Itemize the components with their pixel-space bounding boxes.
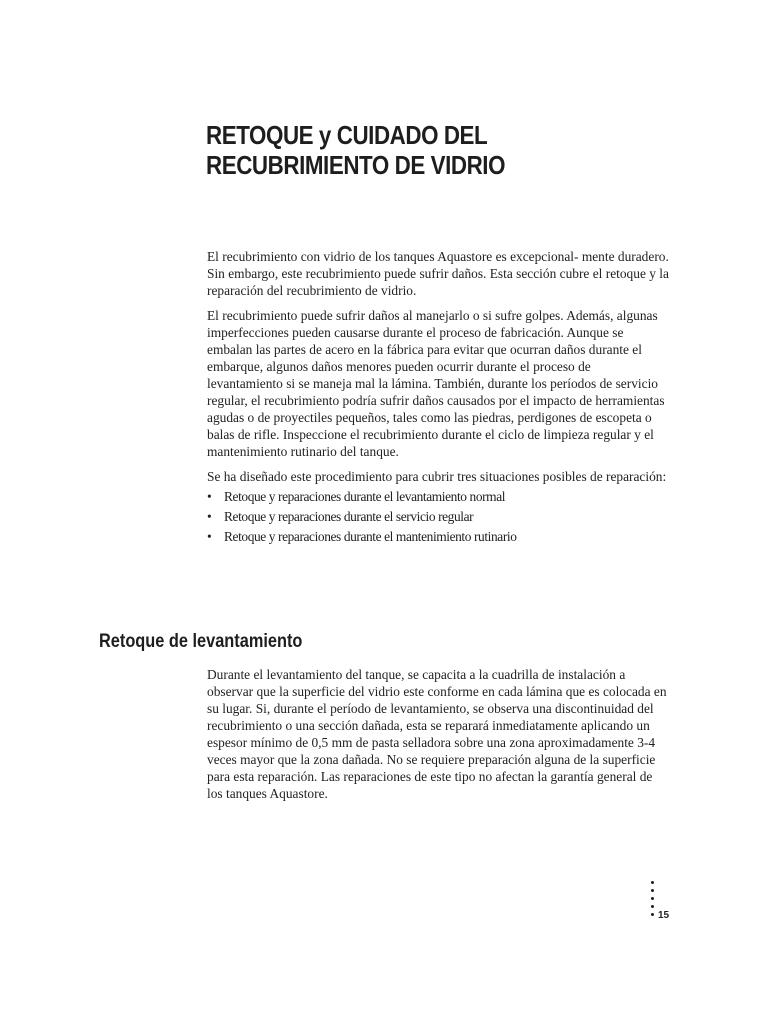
section-body [207, 666, 669, 810]
list-item-text: Retoque y reparaciones durante el levantamiento normal [224, 489, 506, 504]
section-paragraph: Durante el levantamiento del tanque, se capacita a la cuadrilla de instalación a observar que la superficie del vidrio este conforme en cada lámina que es colocada en su lugar. Si, durante el período de levantamiento, se observa una discontinuidad del recubrimiento o una sección dañada, esta se reparará inmediatamente aplicando un espesor mínimo de 0,5 mm de pasta selladora sobre una zona aproximadamente 3-4 veces mayor que la zona dañada. No se requiere preparación alguna de la superficie para esta reparación. Las reparaciones de este tipo no afectan la garantía general de los tanques Aquastore. [207, 667, 667, 801]
page-number: 15 [658, 910, 670, 921]
list-item [207, 487, 669, 507]
title-line-2: RECUBRIMIENTO DE VIDRIO [206, 150, 506, 180]
bullet-icon: • [207, 489, 212, 504]
intro-paragraph-3: Se ha diseñado este procedimiento para cubrir tres situaciones posibles de reparación: [207, 469, 667, 484]
bullet-icon: • [207, 509, 212, 524]
list-item [207, 507, 669, 527]
list-item-text: Retoque y reparaciones durante el mantenimiento rutinario [224, 529, 517, 544]
repair-situations-list [207, 487, 669, 547]
intro-section [207, 248, 669, 547]
page-title [206, 120, 567, 180]
section-heading: Retoque de levantamiento [99, 631, 303, 652]
intro-paragraph-2: El recubrimiento puede sufrir daños al manejarlo o si sufre golpes. Además, algunas imperfecciones pueden causarse durante el proceso de fabricación. Aunque se embalan las partes de acero en la fábrica para evitar que ocurran daños durante el embarque, algunos daños menores pueden ocurrir durante el proceso de levantamiento si se maneja mal la lámina. También, durante los períodos de servicio regular, el recubrimiento podría sufrir daños causados por el impacto de herramientas agudas o de proyectiles pequeños, tales como las piedras, perdigones de escopeta o balas de rifle. Inspeccione el recubrimiento durante el ciclo de limpieza regular y el mantenimiento rutinario del tanque. [207, 308, 665, 459]
title-line-1: RETOQUE y CUIDADO DEL [206, 120, 488, 150]
list-item [207, 527, 669, 547]
page-marker-dots-icon [651, 881, 657, 921]
bullet-icon: • [207, 529, 212, 544]
list-item-text: Retoque y reparaciones durante el servicio regular [224, 509, 474, 524]
intro-paragraph-1: El recubrimiento con vidrio de los tanques Aquastore es excepcional- mente duradero. Sin embargo, este recubrimiento puede sufrir daños. Esta sección cubre el retoque y la reparación del recubrimiento de vidrio. [207, 249, 669, 298]
